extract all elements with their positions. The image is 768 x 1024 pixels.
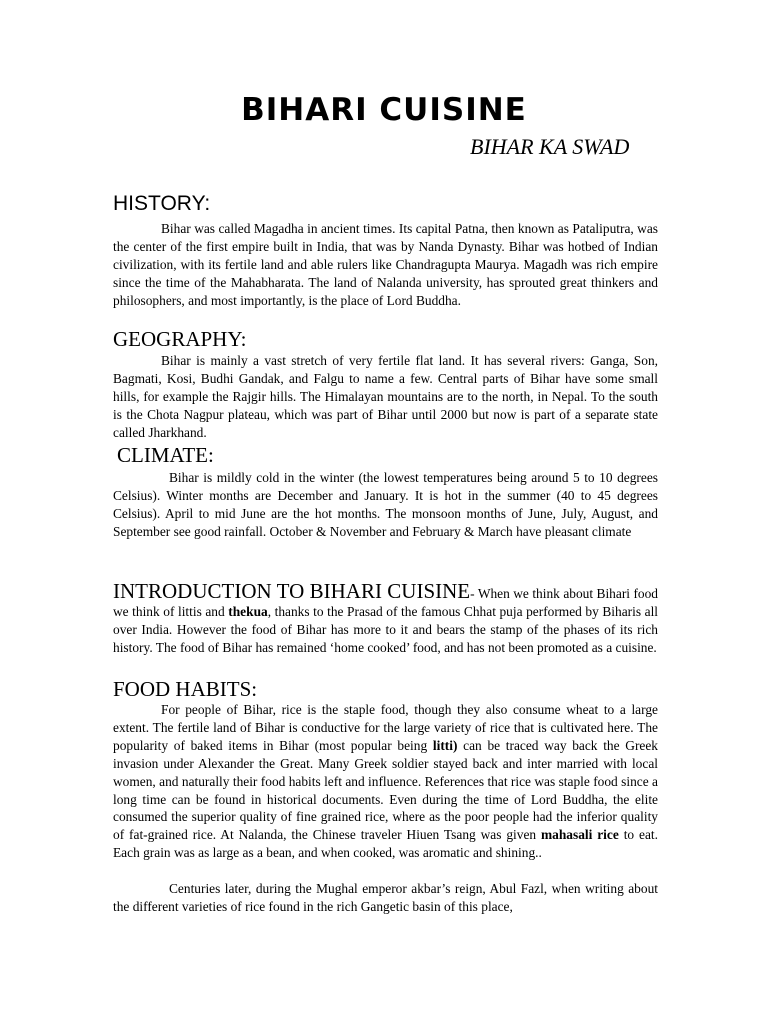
food-habits-text-1: For people of Bihar, rice is the staple food, though they also consume wheat to a large extent. The fertile land of Bihar is conductive for the large variety of rice that is cultivated here. The popularity of baked items in Bihar (most popular being	[113, 702, 658, 753]
introduction-text-1: - When we think about Bihari food we think of littis and	[113, 586, 658, 619]
food-habits-paragraph-2: Centuries later, during the Mughal emperor akbar’s reign, Abul Fazl, when writing about the different varieties of rice found in the rich Gangetic basin of this place,	[113, 881, 658, 914]
climate-heading: CLIMATE:	[117, 443, 214, 467]
food-habits-bold-litti: litti)	[432, 737, 458, 753]
introduction-text-2: , thanks to the Prasad of the famous Chhat puja performed by Biharis all over India. However the food of Bihar has more to it and bears the stamp of the phases of its rich history. The food of Bihar has remained ‘home cooked’ food, and has not been promoted as a cuisine.	[113, 603, 659, 655]
food-habits-text-2: can be traced way back the Greek invasion under Alexander the Great. Many Greek soldier stayed back and inter married with local women, and naturally their food habits left and influence. References that rice was staple food since a long time can be found in historical documents. Even during the time of Lord Buddha, the elite consumed the superior quality of fine grained rice, where as the poor people had the inferior quality of fat-grained rice. At Nalanda, the Chinese traveler Hiuen Tsang was given	[113, 737, 658, 843]
geography-heading: GEOGRAPHY:	[113, 327, 247, 351]
introduction-paragraph	[113, 579, 659, 657]
introduction-bold-thekua: thekua	[228, 603, 268, 619]
climate-paragraph: Bihar is mildly cold in the winter (the lowest temperatures being around 5 to 10 degrees Celsius). Winter months are December and January. It is hot in the summer (40 to 45 degrees Celsius). April to mid June are the hot months. The monsoon months of June, July, August, and September see good rainfall. October & November and February & March have pleasant climate	[113, 470, 658, 539]
food-habits-paragraph	[113, 701, 658, 862]
document-subtitle: BIHAR KA SWAD	[470, 134, 630, 159]
food-habits-text-3: to eat. Each grain was as large as a bean, and when cooked, was aromatic and shining..	[113, 827, 658, 861]
food-habits-heading: FOOD HABITS:	[113, 677, 258, 701]
history-paragraph: Bihar was called Magadha in ancient times. Its capital Patna, then known as Pataliputra, was the center of the first empire built in India, that was by Nanda Dynasty. Bihar was hotbed of Indian civilization, with its fertile land and able rulers like Chandragupta Maurya. Magadh was rich empire since the time of the Mahabharata. The land of Nalanda university, has sprouted great thinkers and philosophers, and most importantly, is the place of Lord Buddha.	[113, 221, 658, 308]
introduction-heading: INTRODUCTION TO BIHARI CUISINE	[113, 579, 471, 603]
document-title: BIHARI CUISINE	[241, 92, 527, 128]
history-heading: HISTORY:	[113, 192, 211, 215]
geography-paragraph: Bihar is mainly a vast stretch of very fertile flat land. It has several rivers: Ganga, Son, Bagmati, Kosi, Budhi Gandak, and Falgu to name a few. Central parts of Bihar have some small hills, for example the Rajgir hills. The Himalayan mountains are to the north, in Nepal. To the south is the Chota Nagpur plateau, which was part of Bihar until 2000 but now is part of a separate state called Jharkhand.	[113, 353, 658, 440]
food-habits-bold-mahasali: mahasali rice	[541, 827, 619, 843]
